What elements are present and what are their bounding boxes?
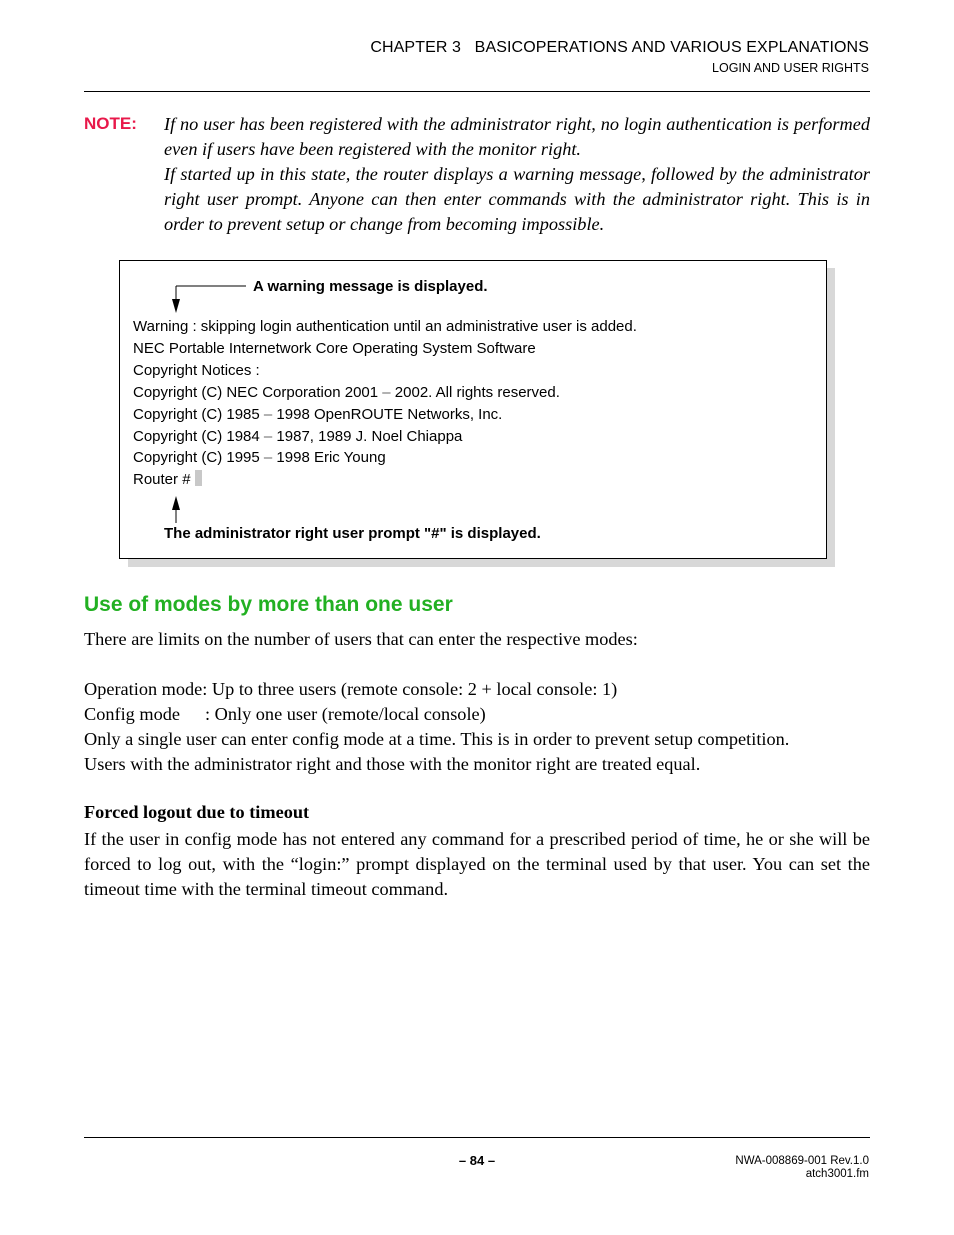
document-file: atch3001.fm xyxy=(805,1168,869,1180)
subsection-heading: Forced logout due to timeout xyxy=(84,802,310,822)
timeout-paragraph: If the user in config mode has not entered any command for a prescribed period of time, he or she will be forced to log out, with the “login:” prompt displayed on the terminal used by that user. You can set the timeout time with the terminal timeout command. xyxy=(84,829,870,899)
config-mode-label: Config mode xyxy=(84,704,180,724)
terminal-text: Copyright (C) 1984 xyxy=(133,427,264,445)
terminal-line xyxy=(133,404,637,426)
note-paragraph-2: If started up in this state, the router displays a warning message, followed by the administrator right user prompt. Anyone can then enter commands with the administrator right. This is in order to prevent setup or change from becoming impossible. xyxy=(164,164,870,234)
terminal-text: Copyright (C) NEC Corporation 2001 xyxy=(133,383,383,401)
note-paragraph-1: If no user has been registered with the administrator right, no login authentication is performed even if users have been registered with the monitor right. xyxy=(164,114,870,159)
warning-annotation: A warning message is displayed. xyxy=(253,278,488,295)
single-user-text: Only a single user can enter config mode at a time. This is in order to prevent setup competition. xyxy=(84,729,790,749)
terminal-text: 1998 OpenROUTE Networks, Inc. xyxy=(272,405,503,423)
terminal-line: Warning : skipping login authentication until an administrative user is added. xyxy=(133,318,637,335)
terminal-text: 1987, 1989 J. Noel Chiappa xyxy=(272,427,463,445)
terminal-cursor xyxy=(195,470,202,486)
prompt-annotation: The administrator right user prompt "#" is displayed. xyxy=(164,525,541,542)
bottom-arrow-head xyxy=(172,496,180,510)
en-dash: – xyxy=(382,383,391,401)
terminal-line xyxy=(133,426,637,448)
footer-rule xyxy=(84,1137,870,1138)
equal-rights-text: Users with the administrator right and those with the monitor right are treated equal. xyxy=(84,754,701,774)
section-heading: Use of modes by more than one user xyxy=(84,593,453,616)
page-number: – 84 – xyxy=(458,1153,496,1168)
terminal-text: 1998 Eric Young xyxy=(272,449,386,467)
note-label: NOTE: xyxy=(84,114,137,133)
top-arrow-head xyxy=(172,299,180,313)
intro-text: There are limits on the number of users that can enter the respective modes: xyxy=(84,629,638,649)
terminal-text: Copyright (C) 1985 xyxy=(133,405,264,423)
section-title: LOGIN AND USER RIGHTS xyxy=(712,61,869,75)
terminal-line xyxy=(133,447,637,469)
top-annotation-arrow xyxy=(176,286,246,301)
en-dash: – xyxy=(263,427,273,445)
terminal-output xyxy=(133,316,637,491)
chapter-title: CHAPTER 3 BASICOPERATIONS AND VARIOUS EXPLANATIONS xyxy=(370,39,869,56)
terminal-line: Copyright Notices : xyxy=(133,361,260,379)
en-dash: – xyxy=(263,449,273,467)
terminal-prompt-line xyxy=(133,469,637,491)
operation-mode-text: Operation mode: Up to three users (remote console: 2 + local console: 1) xyxy=(84,679,618,699)
document-id: NWA-008869-001 Rev.1.0 xyxy=(735,1155,869,1167)
terminal-text: Copyright (C) 1995 xyxy=(133,449,264,467)
en-dash: – xyxy=(263,405,273,423)
terminal-text: 2002. All rights reserved. xyxy=(390,383,560,401)
config-mode-value: : Only one user (remote/local console) xyxy=(205,704,486,724)
terminal-line xyxy=(133,382,637,404)
terminal-line: NEC Portable Internetwork Core Operating System Software xyxy=(133,339,536,357)
router-prompt: Router # xyxy=(133,471,191,489)
